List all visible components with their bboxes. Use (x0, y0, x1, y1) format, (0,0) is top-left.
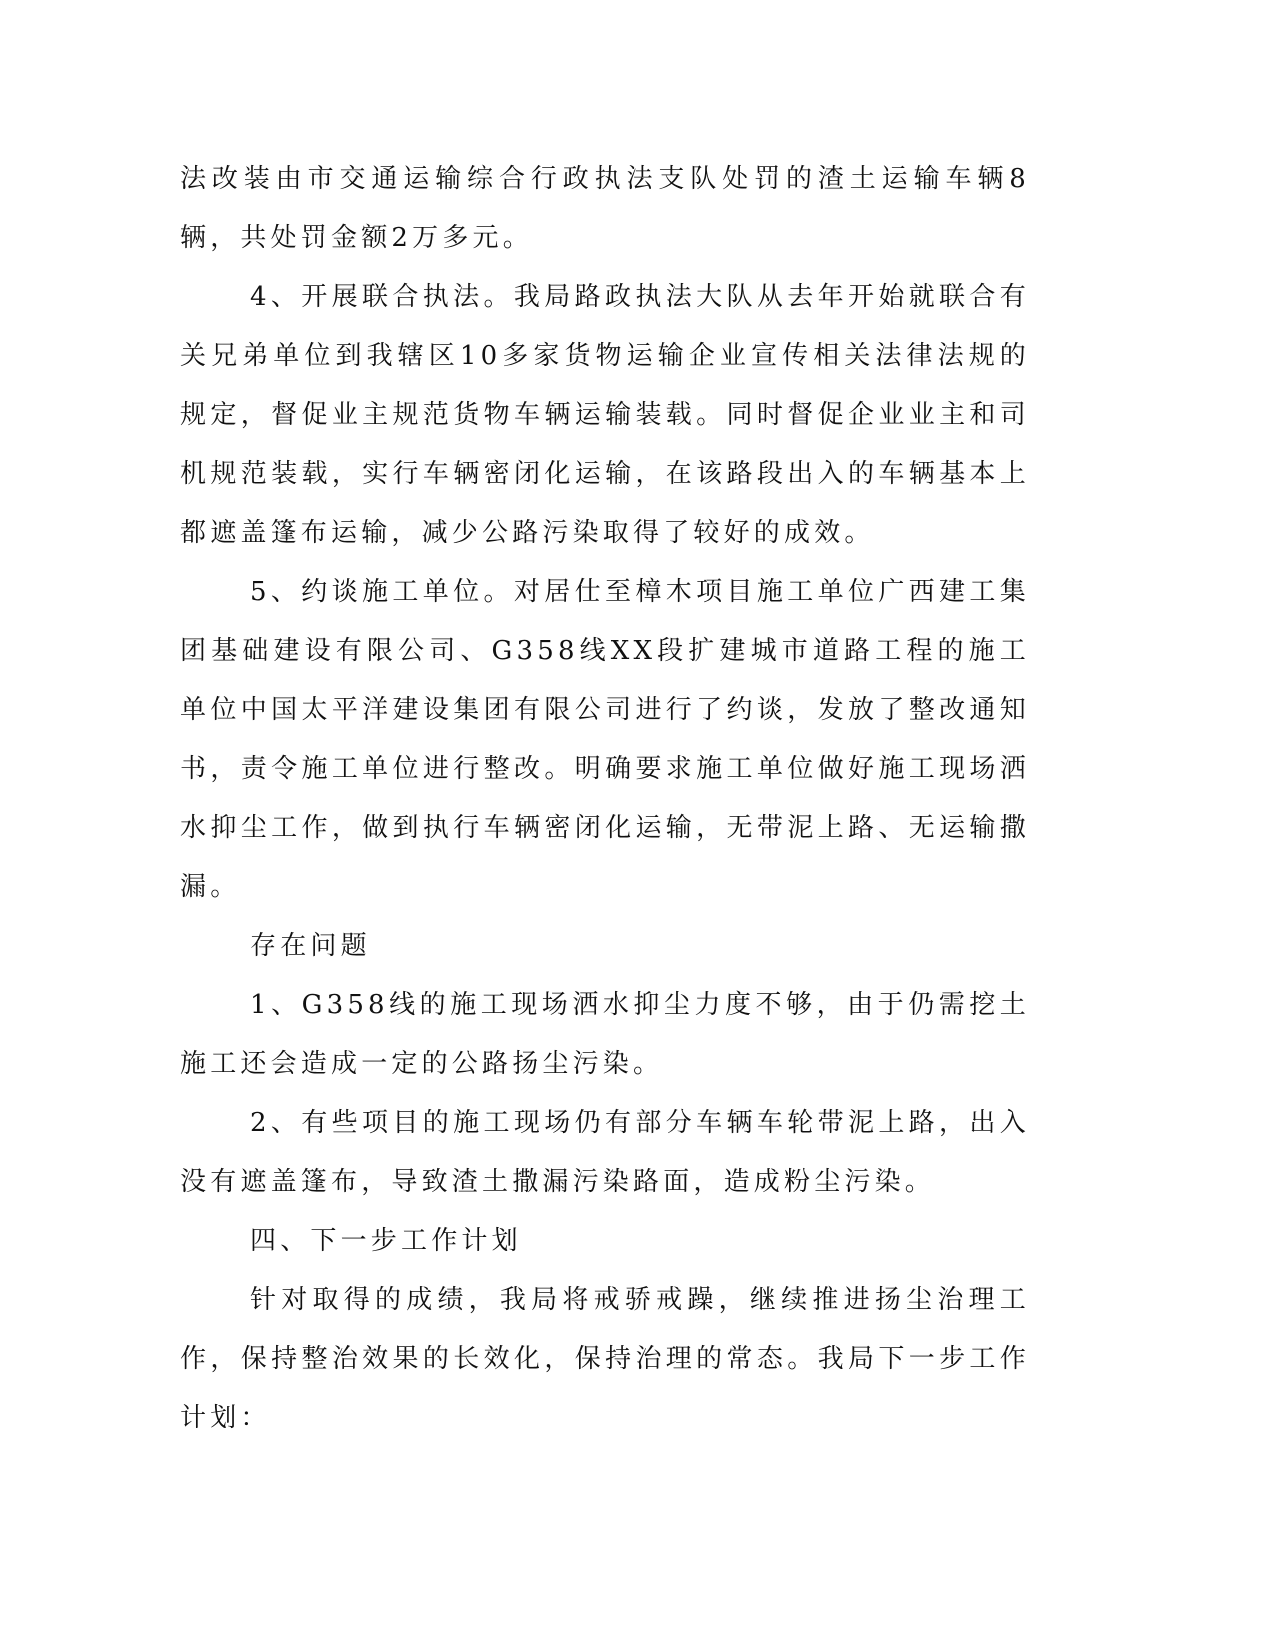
section-heading-next-steps: 四、下一步工作计划 (250, 1226, 522, 1256)
paragraph-plan-intro: 针对取得的成绩，我局将戒骄戒躁，继续推进扬尘治理工作，保持整治效果的长效化，保持治理的常态。我局下一步工作计划： (180, 1285, 1030, 1433)
section-heading-existing-problems: 存在问题 (250, 931, 371, 961)
paragraph-issue-2: 2、有些项目的施工现场仍有部分车辆车轮带泥上路，出入没有遮盖篷布，导致渣土撒漏污染路面，造成粉尘污染。 (180, 1108, 1030, 1197)
paragraph-continuation: 法改装由市交通运输综合行政执法支队处罚的渣土运输车辆8辆，共处罚金额2万多元。 (180, 164, 1030, 253)
paragraph-item-4-joint-enforcement: 4、开展联合执法。我局路政执法大队从去年开始就联合有关兄弟单位到我辖区10多家货物运输企业宣传相关法律法规的规定，督促业主规范货物车辆运输装载。同时督促企业业主和司机规范装载，实行车辆密闭化运输，在该路段出入的车辆基本上都遮盖篷布运输，减少公路污染取得了较好的成效。 (180, 282, 1030, 548)
document-body (180, 150, 1030, 1448)
paragraph-issue-1: 1、G358线的施工现场洒水抑尘力度不够，由于仍需挖土施工还会造成一定的公路扬尘污染。 (180, 990, 1030, 1079)
paragraph-item-5-contractor-interviews: 5、约谈施工单位。对居仕至樟木项目施工单位广西建工集团基础建设有限公司、G358线XX段扩建城市道路工程的施工单位中国太平洋建设集团有限公司进行了约谈，发放了整改通知书，责令施工单位进行整改。明确要求施工单位做好施工现场洒水抑尘工作，做到执行车辆密闭化运输，无带泥上路、无运输撒漏。 (180, 577, 1030, 902)
